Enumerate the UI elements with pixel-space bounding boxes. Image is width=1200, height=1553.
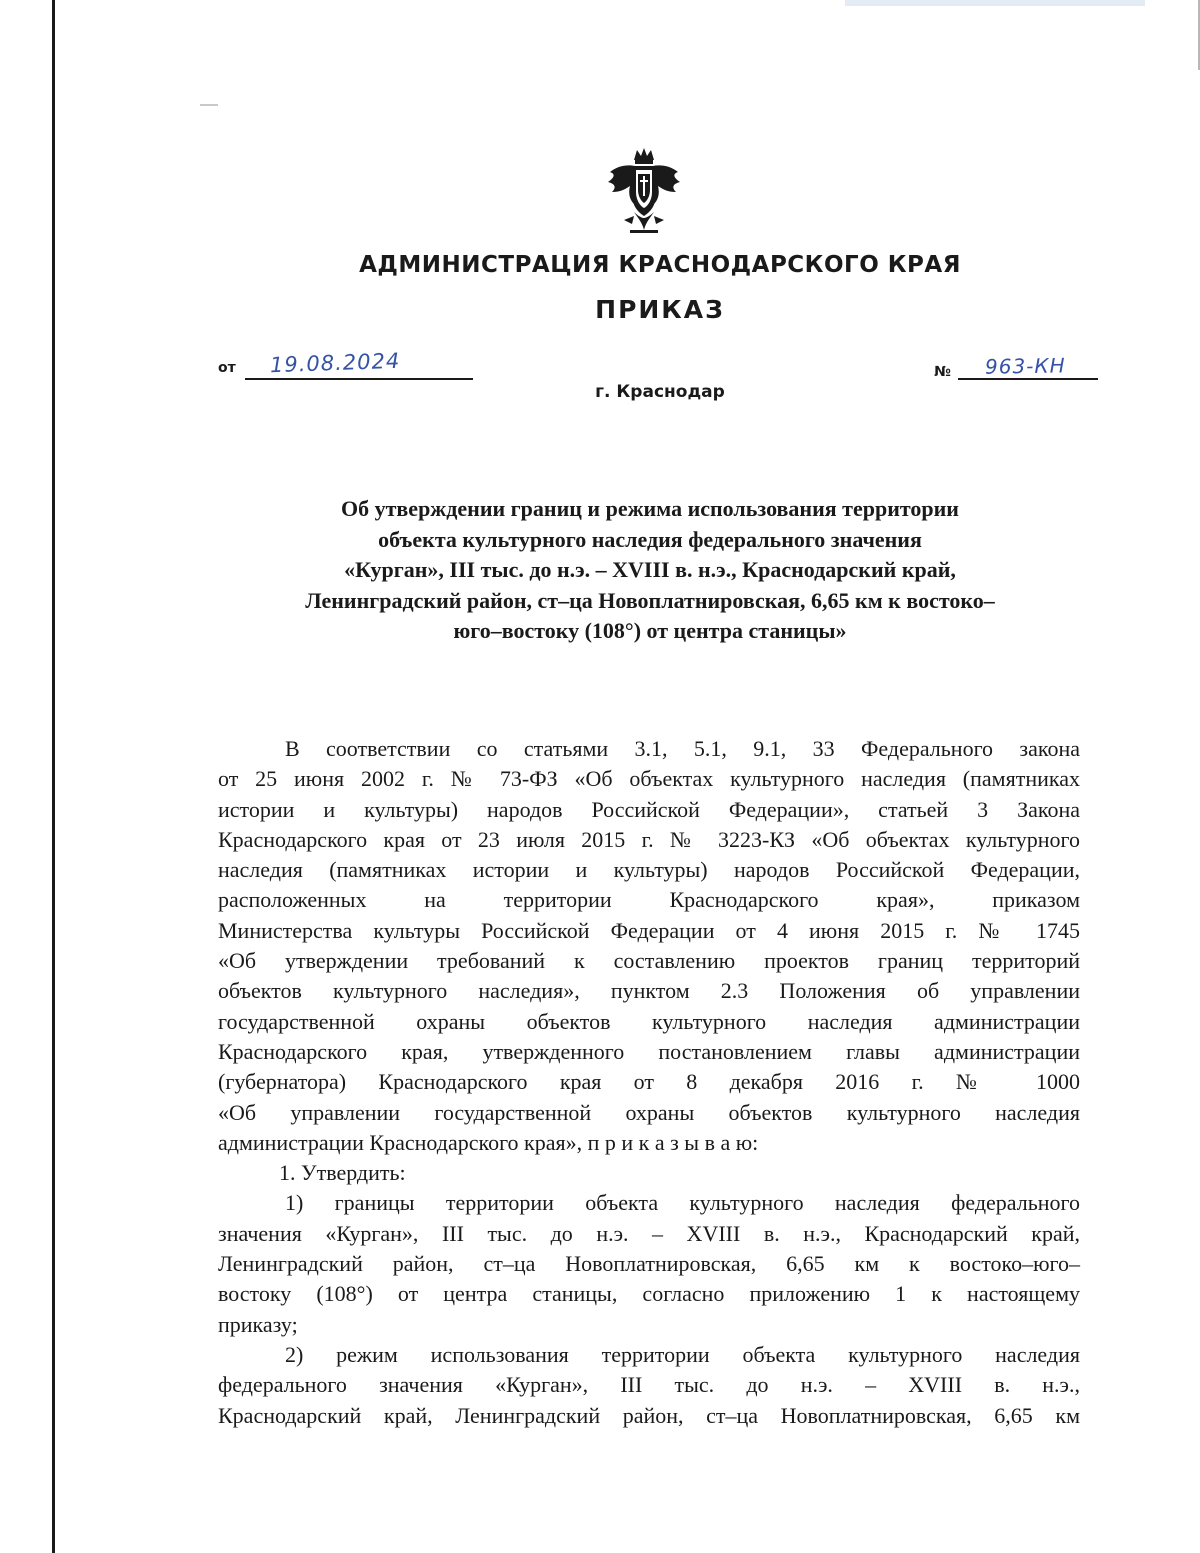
date-value: 19.08.2024	[269, 348, 401, 378]
date-label: от	[218, 360, 236, 376]
number-underline	[958, 378, 1098, 380]
body-line: Краснодарского края от 23 июля 2015 г. № 3223-КЗ «Об объектах культурного	[218, 826, 1080, 852]
body-line: государственной охраны объектов культурного наследия администрации	[218, 1008, 1080, 1034]
body-line: от 25 июня 2002 г. № 73-ФЗ «Об объектах культурного наследия (памятниках	[218, 766, 1080, 792]
body-line: приказу;	[218, 1311, 298, 1337]
body-line: Министерства культуры Российской Федерации от 4 июня 2015 г. № 1745	[218, 917, 1080, 943]
body-line: «Об утверждении требований к составлению проектов границ территорий	[218, 948, 1080, 974]
title-line: «Курган», III тыс. до н.э. – XVIII в. н.э., Краснодарский край,	[344, 557, 956, 582]
body-line: расположенных на территории Краснодарского края», приказом	[218, 887, 1080, 913]
body-line: Ленинградский район, ст–ца Новоплатнировская, 6,65 км к востоко–юго–	[218, 1251, 1080, 1277]
body-line: 1. Утвердить:	[279, 1160, 406, 1186]
scan-tint	[845, 0, 1145, 6]
body-line: (губернатора) Краснодарского края от 8 декабря 2016 г. № 1000	[218, 1069, 1080, 1095]
body-line: В соответствии со статьями 3.1, 5.1, 9.1, 33 Федерального закона	[285, 736, 1080, 761]
coat-of-arms-icon	[604, 146, 684, 236]
document-body	[218, 734, 1080, 1431]
number-value: 963-КН	[984, 353, 1066, 379]
document-type: ПРИКАЗ	[595, 295, 725, 324]
document-title	[220, 494, 1080, 647]
body-line: востоку (108°) от центра станицы, согласно приложению 1 к настоящему	[218, 1281, 1080, 1307]
scan-edge-left	[52, 0, 55, 1553]
body-line: истории и культуры) народов Российской Федерации», статьей 3 Закона	[218, 796, 1080, 822]
body-line: федерального значения «Курган», III тыс. до н.э. – XVIII в. н.э.,	[218, 1372, 1080, 1398]
body-line: объектов культурного наследия», пунктом 2.3 Положения об управлении	[218, 978, 1080, 1004]
body-line: наследия (памятниках истории и культуры) народов Российской Федерации,	[218, 857, 1080, 883]
body-line: Краснодарского края, утвержденного постановлением главы администрации	[218, 1038, 1080, 1064]
title-line: юго–востоку (108°) от центра станицы»	[453, 618, 847, 643]
body-line: значения «Курган», III тыс. до н.э. – XVIII в. н.э., Краснодарский край,	[218, 1220, 1080, 1246]
body-line: администрации Краснодарского края», п р и к а з ы в а ю:	[218, 1129, 759, 1155]
title-line: объекта культурного наследия федерального значения	[378, 526, 922, 552]
number-label: №	[934, 364, 951, 380]
title-line: Ленинградский район, ст–ца Новоплатнировская, 6,65 км к востоко–	[305, 587, 995, 613]
scan-smudge	[200, 104, 218, 106]
body-line: 1) границы территории объекта культурного наследия федерального	[285, 1190, 1080, 1216]
body-line: 2) режим использования территории объекта культурного наследия	[285, 1341, 1080, 1367]
city: г. Краснодар	[595, 382, 725, 402]
title-line: Об утверждении границ и режима использования территории	[341, 496, 959, 521]
body-line: «Об управлении государственной охраны объектов культурного наследия	[218, 1099, 1080, 1125]
organization-name: АДМИНИСТРАЦИЯ КРАСНОДАРСКОГО КРАЯ	[359, 252, 961, 278]
body-line: Краснодарский край, Ленинградский район, ст–ца Новоплатнировская, 6,65 км	[218, 1402, 1080, 1428]
date-underline	[245, 378, 473, 380]
